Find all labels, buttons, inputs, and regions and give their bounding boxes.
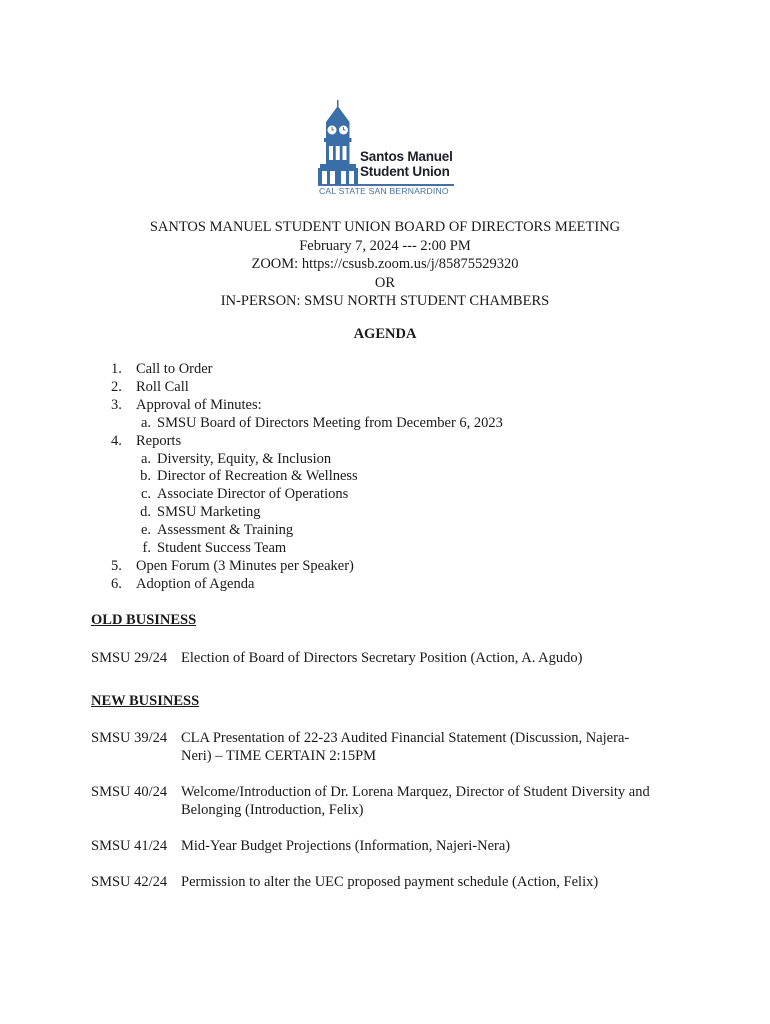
list-item: 5. Open Forum (3 Minutes per Speaker) [111, 557, 354, 574]
sub-list-item: a. Diversity, Equity, & Inclusion [140, 450, 332, 467]
list-item: 2. Roll Call [111, 378, 189, 395]
smsu-logo [318, 100, 468, 196]
business-item [91, 729, 691, 765]
list-item: 6. Adoption of Agenda [111, 575, 255, 592]
list-item: 3. Approval of Minutes: [111, 396, 262, 413]
meeting-header [0, 218, 770, 311]
item-description: Welcome/Introduction of Dr. Lorena Marquez, Director of Student Diversity and Belonging (Introduction, Felix) [181, 784, 650, 818]
logo-name-line-2: Student Union [360, 164, 450, 179]
item-code: SMSU 39/24 [91, 730, 168, 746]
zoom-link[interactable]: ZOOM: https://csusb.zoom.us/j/85875529320 [251, 256, 519, 272]
agenda-list [111, 361, 503, 594]
sub-list-item: c. Associate Director of Operations [140, 486, 349, 503]
old-business-heading: OLD BUSINESS [91, 612, 197, 628]
meeting-title: SANTOS MANUEL STUDENT UNION BOARD OF DIRECTORS MEETING [149, 219, 621, 235]
business-item [91, 649, 691, 667]
meeting-datetime: February 7, 2024 --- 2:00 PM [299, 237, 471, 254]
sub-list-item: b. Director of Recreation & Wellness [140, 468, 358, 485]
sub-list-item: d. SMSU Marketing [140, 504, 261, 521]
new-business-heading: NEW BUSINESS [91, 693, 200, 709]
logo-name-line-1: Santos Manuel [360, 149, 453, 164]
business-item [91, 873, 691, 891]
item-description: CLA Presentation of 22-23 Audited Financial Statement (Discussion, Najera-Neri) – TIME CERTAIN 2:15PM [181, 730, 630, 764]
item-code: SMSU 42/24 [91, 874, 168, 890]
list-item: 4. Reports [111, 432, 182, 449]
business-item [91, 837, 691, 855]
business-item [91, 783, 691, 819]
logo-subtitle: CAL STATE SAN BERNARDINO [319, 186, 449, 196]
item-description: Election of Board of Directors Secretary Position (Action, A. Agudo) [181, 650, 583, 666]
in-person-location: IN-PERSON: SMSU NORTH STUDENT CHAMBERS [220, 293, 550, 309]
item-description: Permission to alter the UEC proposed payment schedule (Action, Felix) [181, 874, 599, 890]
sub-list-item: f. Student Success Team [142, 540, 287, 557]
sub-list-item: e. Assessment & Training [140, 522, 294, 539]
item-code: SMSU 29/24 [91, 650, 168, 666]
item-code: SMSU 41/24 [91, 838, 168, 854]
item-code: SMSU 40/24 [91, 784, 168, 800]
agenda-heading: AGENDA [353, 326, 417, 342]
or-separator: OR [374, 274, 396, 291]
clock-tower-icon [318, 100, 358, 186]
list-item: 1. Call to Order [111, 361, 213, 377]
sub-list-item: a. SMSU Board of Directors Meeting from December 6, 2023 [140, 414, 503, 431]
item-description: Mid-Year Budget Projections (Information, Najeri-Nera) [181, 838, 511, 854]
